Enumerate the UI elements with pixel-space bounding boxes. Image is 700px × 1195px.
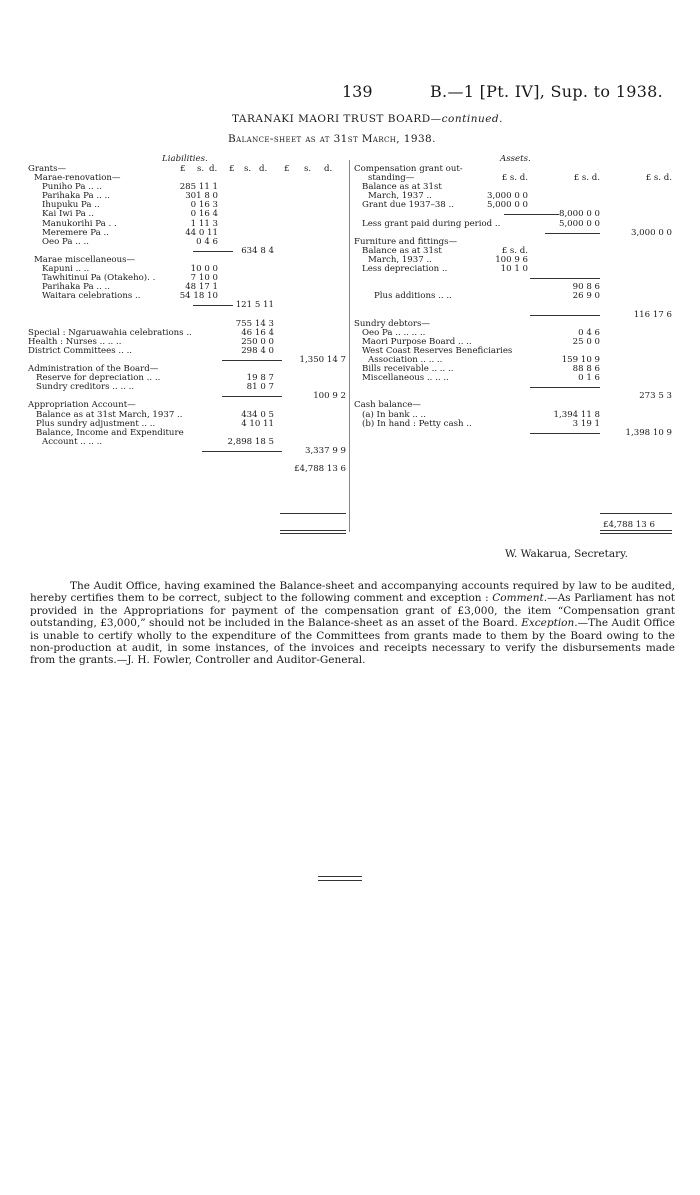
subtotal-rule xyxy=(530,433,600,434)
table-row xyxy=(28,311,348,320)
table-row xyxy=(28,438,348,447)
amount-c1: 0 4 6 xyxy=(196,236,218,247)
amount-c3: 116 17 6 xyxy=(633,309,672,320)
row-label: Oeo Pa .. .. xyxy=(42,236,89,247)
amount-c2: 250 0 0 xyxy=(241,336,274,347)
amount-c2: 434 0 5 xyxy=(241,409,274,420)
amount-c1: 10 1 0 xyxy=(500,264,528,275)
amount-c3: 3,000 0 0 xyxy=(630,227,672,238)
row-label: standing— xyxy=(368,173,415,184)
amount-c3: 1,350 14 7 xyxy=(299,354,346,365)
amount-c2: 2,898 18 5 xyxy=(227,436,274,447)
row-label: Kai Iwi Pa .. xyxy=(42,209,94,220)
amount-c2: 25 0 0 xyxy=(572,336,600,347)
balance-sheet-subtitle: Balance-sheet as at 31st March, 1938. xyxy=(228,133,436,145)
row-label: Kapuni .. .. xyxy=(42,264,90,275)
row-label: Account .. .. .. xyxy=(42,436,103,447)
col-header: £ xyxy=(229,164,235,174)
table-row xyxy=(28,383,348,392)
amount-c1: 1 11 3 xyxy=(190,218,218,229)
amount-c2: 88 8 6 xyxy=(572,364,600,375)
subtotal-rule xyxy=(222,396,282,397)
row-label: Association .. .. .. xyxy=(368,354,443,365)
row-label: Special : Ngaruawahia celebrations .. xyxy=(28,327,192,338)
amount-c1: 7 10 0 xyxy=(190,273,218,284)
end-rule-2 xyxy=(318,880,362,881)
row-label: Administration of the Board— xyxy=(28,364,159,375)
row-label: Grants— xyxy=(28,164,67,174)
amount-c2: 5,000 0 0 xyxy=(558,218,600,229)
table-row xyxy=(354,265,674,274)
row-label: Ihupuku Pa .. xyxy=(42,200,100,211)
column-divider xyxy=(349,160,350,532)
row-label: District Committees .. .. xyxy=(28,345,133,356)
row-label: Less grant paid during period .. xyxy=(362,218,501,229)
row-label: Health : Nurses .. .. .. xyxy=(28,336,122,347)
page-reference: B.—1 [Pt. IV], Sup. to 1938. xyxy=(430,82,664,101)
table-row xyxy=(354,201,674,210)
assets-total-rule-top xyxy=(600,513,672,514)
row-label: Cash balance— xyxy=(354,400,421,411)
table-row xyxy=(354,274,674,283)
amount-c2: £ s. d. xyxy=(573,173,600,184)
amount-c1: £ s. d. xyxy=(501,245,528,256)
row-label: Marae-renovation— xyxy=(34,173,121,184)
row-label: Balance as at 31st March, 1937 .. xyxy=(36,409,183,420)
table-row xyxy=(28,465,348,474)
row-label: Oeo Pa .. .. .. .. xyxy=(362,327,426,338)
amount-c2: 46 16 4 xyxy=(241,327,274,338)
table-row xyxy=(354,220,674,229)
amount-c1: £ s. d. xyxy=(501,173,528,184)
amount-c2: 8,000 0 0 xyxy=(558,209,600,220)
secretary-signature: W. Wakarua, Secretary. xyxy=(505,548,629,560)
amount-c1: 10 0 0 xyxy=(190,264,218,275)
row-label: Grant due 1937–38 .. xyxy=(362,200,454,211)
subtotal-rule xyxy=(530,278,600,279)
col-header: d. xyxy=(259,164,268,174)
row-label: Balance as at 31st xyxy=(362,182,442,193)
exception-label: Exception. xyxy=(521,617,578,630)
row-label: Parihaka Pa .. .. xyxy=(42,191,111,202)
table-row xyxy=(354,374,674,383)
assets-table xyxy=(354,165,674,438)
assets-total: £4,788 13 6 xyxy=(603,520,655,530)
comment-label: Comment. xyxy=(492,592,548,605)
table-row xyxy=(28,292,348,301)
row-label: March, 1937 .. xyxy=(368,191,432,202)
row-label: Waitara celebrations .. xyxy=(42,291,141,302)
amount-c1: 0 16 3 xyxy=(190,200,218,211)
row-label: Bills receivable .. .. .. xyxy=(362,364,454,375)
amount-c2: 1,394 11 8 xyxy=(553,409,600,420)
col-header: £ xyxy=(180,164,186,174)
assets-total-rule-bottom xyxy=(600,530,672,534)
table-row xyxy=(354,301,674,310)
row-label: Tawhitinui Pa (Otakeho). . xyxy=(42,273,156,284)
amount-c2: 4 10 11 xyxy=(241,418,274,429)
subtotal-rule xyxy=(545,233,600,234)
amount-c3: 100 9 2 xyxy=(313,391,346,402)
row-label: Balance, Income and Expenditure xyxy=(36,427,184,438)
audit-text-3: —The Audit Office is unable to certify wholly to the expenditure of the Committees from grants made to them by the Board owing to the non-production at audit, in some instances, of the invoices and receipts necessary to verify the disbursements made from the grants.—J. H. Fowler, Controller and Auditor-General. xyxy=(30,617,675,667)
row-label: Compensation grant out- xyxy=(354,164,463,174)
row-label: Maori Purpose Board .. .. xyxy=(362,336,472,347)
page-number: 139 xyxy=(342,82,373,101)
subtotal-rule xyxy=(530,315,600,316)
audit-text-2: —As Parliament has not provided in the Appropriations for payment of the compensation grant of £3,000, the item “Compensation grant outstanding, £3,000,” should not be included in the Balance-sheet as an asset of the Board. xyxy=(30,592,676,630)
row-label: Less depreciation .. xyxy=(362,264,448,275)
table-row xyxy=(28,447,348,456)
amount-c1: 0 16 4 xyxy=(190,209,218,220)
amount-c2: 634 8 4 xyxy=(241,245,274,256)
amount-c1: 48 17 1 xyxy=(185,282,218,293)
assets-heading: Assets. xyxy=(500,154,531,164)
amount-c2: 19 8 7 xyxy=(246,373,274,384)
row-label: Meremere Pa .. xyxy=(42,227,109,238)
table-row xyxy=(28,301,348,310)
amount-c1: 285 11 1 xyxy=(179,182,218,193)
col-header: d. xyxy=(324,164,333,174)
subtotal-rule xyxy=(202,451,282,452)
liabilities-total-rule-top xyxy=(280,513,346,514)
amount-c1: 5,000 0 0 xyxy=(486,200,528,211)
row-label: Sundry debtors— xyxy=(354,318,430,329)
amount-c2: 3 19 1 xyxy=(572,418,600,429)
row-label: (a) In bank .. .. xyxy=(362,409,426,420)
subtotal-rule xyxy=(530,387,600,388)
row-label: Sundry creditors .. .. .. xyxy=(36,382,135,393)
liabilities-table xyxy=(28,165,348,474)
amount-c3: 3,337 9 9 xyxy=(304,445,346,456)
amount-c2: 26 9 0 xyxy=(572,291,600,302)
row-label: Furniture and fittings— xyxy=(354,236,458,247)
row-label: Balance as at 31st xyxy=(362,245,442,256)
table-row xyxy=(354,429,674,438)
liabilities-heading: Liabilities. xyxy=(162,154,208,164)
row-label: Reserve for depreciation .. .. xyxy=(36,373,161,384)
subtotal-rule xyxy=(193,305,233,306)
audit-text-1: The Audit Office, having examined the Balance-sheet and accompanying accounts required by law to be audited, hereby certifies them to be correct, subject to the following comment and exception : xyxy=(30,580,675,605)
liabilities-total-rule-bottom xyxy=(280,530,346,534)
amount-c1: 100 9 6 xyxy=(495,254,528,265)
table-row xyxy=(28,238,348,247)
col-header: £ xyxy=(284,164,290,174)
board-name: TARANAKI MAORI TRUST BOARD xyxy=(232,113,431,125)
amount-c2: 159 10 9 xyxy=(561,354,600,365)
continued-label: —continued. xyxy=(430,113,503,125)
row-label: Puniho Pa .. .. xyxy=(42,182,102,193)
amount-c1: 3,000 0 0 xyxy=(486,191,528,202)
amount-c3: £4,788 13 6 xyxy=(294,464,346,475)
row-label: West Coast Reserves Beneficiaries xyxy=(362,345,513,356)
row-label: Miscellaneous .. .. .. xyxy=(362,373,449,384)
amount-c2: 755 14 3 xyxy=(235,318,274,329)
col-header: s. xyxy=(244,164,252,174)
amount-c2: 81 0 7 xyxy=(246,382,274,393)
amount-c2: 0 4 6 xyxy=(578,327,600,338)
row-label: Parihaka Pa .. .. xyxy=(42,282,111,293)
row-label: (b) In hand : Petty cash .. xyxy=(362,418,472,429)
board-title xyxy=(232,113,503,125)
table-row xyxy=(354,383,674,392)
row-label: Marae miscellaneous— xyxy=(34,254,136,265)
col-header: d. xyxy=(209,164,218,174)
amount-c3: 1,398 10 9 xyxy=(625,427,672,438)
amount-c3: 273 5 3 xyxy=(639,391,672,402)
col-header: s. xyxy=(197,164,205,174)
end-rule xyxy=(318,876,362,877)
amount-c1: 54 18 10 xyxy=(179,291,218,302)
subtotal-rule xyxy=(504,214,559,215)
amount-c2: 121 5 11 xyxy=(235,300,274,311)
audit-certificate xyxy=(30,580,675,667)
amount-c1: 301 8 0 xyxy=(185,191,218,202)
subtotal-rule xyxy=(193,251,233,252)
row-label: March, 1937 .. xyxy=(368,254,432,265)
row-label: Manukorihi Pa . . xyxy=(42,218,117,229)
col-header: s. xyxy=(304,164,312,174)
amount-c3: £ s. d. xyxy=(645,173,672,184)
row-label: Plus additions .. .. xyxy=(374,291,452,302)
subtotal-rule xyxy=(222,360,282,361)
row-label: Plus sundry adjustment .. .. xyxy=(36,418,156,429)
amount-c2: 90 8 6 xyxy=(572,282,600,293)
amount-c2: 298 4 0 xyxy=(241,345,274,356)
row-label: Appropriation Account— xyxy=(28,400,136,411)
table-row xyxy=(354,292,674,301)
amount-c1: 44 0 11 xyxy=(185,227,218,238)
amount-c2: 0 1 6 xyxy=(578,373,600,384)
